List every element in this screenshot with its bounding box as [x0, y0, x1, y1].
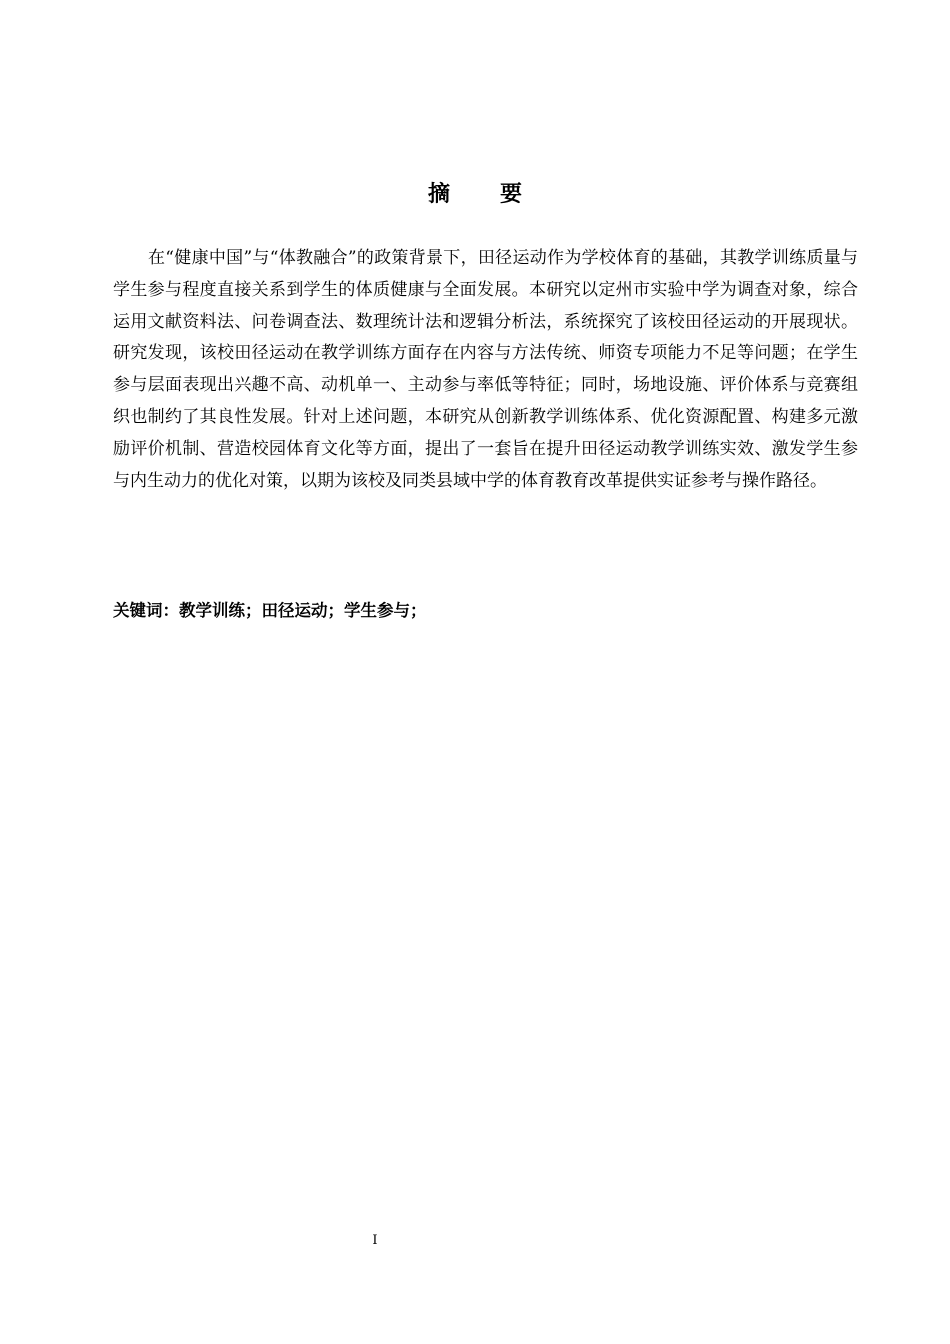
- page-number: I: [372, 1233, 378, 1248]
- keywords-line: 关键词：教学训练；田径运动；学生参与；: [113, 601, 427, 620]
- abstract-paragraph: 在“健康中国”与“体教融合”的政策背景下，田径运动作为学校体育的基础，其教学训练质量与学生参与程度直接关系到学生的体质健康与全面发展。本研究以定州市实验中学为调查对象，综合运用文献资料法、问卷调查法、数理统计法和逻辑分析法，系统探究了该校田径运动的开展现状。研究发现，该校田径运动在教学训练方面存在内容与方法传统、师资专项能力不足等问题；在学生参与层面表现出兴趣不高、动机单一、主动参与率低等特征；同时，场地设施、评价体系与竞赛组织也制约了其良性发展。针对上述问题，本研究从创新教学训练体系、优化资源配置、构建多元激励评价机制、营造校园体育文化等方面，提出了一套旨在提升田径运动教学训练实效、激发学生参与内生动力的优化对策，以期为该校及同类县域中学的体育教育改革提供实证参考与操作路径。: [113, 248, 858, 491]
- page-title: 摘 要: [427, 182, 536, 207]
